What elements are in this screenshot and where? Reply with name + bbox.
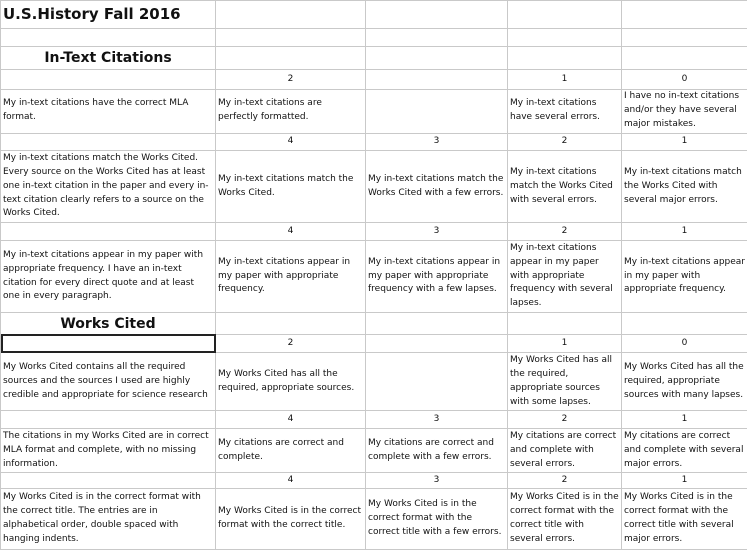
descriptor-cell[interactable]: My citations are correct and complete. <box>216 429 366 473</box>
section-title-in-text[interactable]: In-Text Citations <box>1 47 216 70</box>
cell-empty[interactable] <box>1 70 216 90</box>
score-header[interactable]: 3 <box>366 223 508 241</box>
descriptor-cell[interactable]: My in-text citations match the Works Cited with a few errors. <box>366 151 508 223</box>
descriptor-cell[interactable]: My Works Cited is in the correct format with the correct title with a few errors. <box>366 488 508 549</box>
cell-empty[interactable] <box>622 1 747 29</box>
score-header[interactable]: 2 <box>508 223 622 241</box>
cell-empty[interactable] <box>622 47 747 70</box>
descriptor-cell[interactable]: My in-text citations match the Works Cited with several errors. <box>508 151 622 223</box>
cell-empty[interactable] <box>508 28 622 47</box>
score-header[interactable]: 0 <box>622 334 747 353</box>
score-header[interactable]: 2 <box>216 334 366 353</box>
descriptor-cell[interactable]: My Works Cited has all the required, appropriate sources with some lapses. <box>508 353 622 411</box>
score-header[interactable]: 2 <box>508 473 622 488</box>
descriptor-cell[interactable]: My in-text citations match the Works Cited. <box>216 151 366 223</box>
descriptor-cell[interactable]: My in-text citations appear in my paper with appropriate frequency with a few lapses. <box>366 240 508 312</box>
score-header[interactable]: 3 <box>366 133 508 151</box>
descriptor-cell[interactable]: My Works Cited has all the required, appropriate sources. <box>216 353 366 411</box>
descriptor-cell[interactable]: My in-text citations match the Works Cited with several major errors. <box>622 151 747 223</box>
cell-empty[interactable] <box>1 133 216 151</box>
score-header[interactable]: 1 <box>622 133 747 151</box>
sheet-title[interactable]: U.S.History Fall 2016 <box>1 1 216 29</box>
cell-empty[interactable] <box>1 473 216 488</box>
descriptor-cell[interactable]: My in-text citations appear in my paper with appropriate frequency. <box>216 240 366 312</box>
cell-empty[interactable] <box>366 47 508 70</box>
criterion-cell[interactable]: My in-text citations match the Works Cited. Every source on the Works Cited has at least one in-text citation in the paper and every in-text citation clearly refers to a source on the Works Cited. <box>1 151 216 223</box>
cell-empty[interactable] <box>1 28 216 47</box>
score-header[interactable]: 3 <box>366 411 508 429</box>
descriptor-cell[interactable]: My Works Cited has all the required, appropriate sources with many lapses. <box>622 353 747 411</box>
descriptor-cell[interactable]: I have no in-text citations and/or they have several major mistakes. <box>622 89 747 133</box>
cell-empty[interactable] <box>1 223 216 241</box>
score-header[interactable]: 2 <box>216 70 366 90</box>
cell-empty[interactable] <box>216 47 366 70</box>
cell-empty[interactable] <box>216 28 366 47</box>
score-header[interactable]: 4 <box>216 411 366 429</box>
score-header[interactable]: 1 <box>622 473 747 488</box>
descriptor-cell[interactable]: My in-text citations are perfectly formatted. <box>216 89 366 133</box>
descriptor-cell[interactable]: My in-text citations appear in my paper with appropriate frequency. <box>622 240 747 312</box>
descriptor-cell[interactable]: My citations are correct and complete with a few errors. <box>366 429 508 473</box>
criterion-cell[interactable]: My in-text citations have the correct MLA format. <box>1 89 216 133</box>
cell-empty[interactable] <box>622 28 747 47</box>
cell-empty[interactable] <box>366 1 508 29</box>
criterion-cell[interactable]: The citations in my Works Cited are in correct MLA format and complete, with no missing information. <box>1 429 216 473</box>
score-header[interactable]: 4 <box>216 223 366 241</box>
score-header[interactable]: 1 <box>508 70 622 90</box>
cell-empty[interactable] <box>366 89 508 133</box>
cell-empty[interactable] <box>366 334 508 353</box>
score-header[interactable]: 4 <box>216 473 366 488</box>
descriptor-cell[interactable]: My Works Cited is in the correct format with the correct title. <box>216 488 366 549</box>
descriptor-cell[interactable]: My in-text citations appear in my paper with appropriate frequency with several lapses. <box>508 240 622 312</box>
score-header[interactable]: 1 <box>622 223 747 241</box>
score-header[interactable]: 1 <box>622 411 747 429</box>
cell-empty[interactable] <box>216 313 366 335</box>
cell-empty[interactable] <box>622 313 747 335</box>
cell-empty[interactable] <box>216 1 366 29</box>
criterion-cell[interactable]: My Works Cited is in the correct format with the correct title. The entries are in alphabetical order, double spaced with hanging indents. <box>1 488 216 549</box>
cell-empty[interactable] <box>366 313 508 335</box>
cell-empty[interactable] <box>508 47 622 70</box>
cell-empty[interactable] <box>366 70 508 90</box>
score-header[interactable]: 4 <box>216 133 366 151</box>
score-header[interactable]: 3 <box>366 473 508 488</box>
cell-empty[interactable] <box>1 411 216 429</box>
score-header[interactable]: 0 <box>622 70 747 90</box>
cell-empty[interactable] <box>366 28 508 47</box>
descriptor-cell[interactable]: My in-text citations have several errors. <box>508 89 622 133</box>
selected-cell[interactable] <box>1 334 216 353</box>
section-title-works-cited[interactable]: Works Cited <box>1 313 216 335</box>
criterion-cell[interactable]: My in-text citations appear in my paper with appropriate frequency. I have an in-text citation for every direct quote and at least one in every paragraph. <box>1 240 216 312</box>
score-header[interactable]: 2 <box>508 411 622 429</box>
score-header[interactable]: 1 <box>508 334 622 353</box>
cell-empty[interactable] <box>366 353 508 411</box>
descriptor-cell[interactable]: My citations are correct and complete with several major errors. <box>622 429 747 473</box>
cell-empty[interactable] <box>508 313 622 335</box>
descriptor-cell[interactable]: My Works Cited is in the correct format with the correct title with several errors. <box>508 488 622 549</box>
descriptor-cell[interactable]: My Works Cited is in the correct format with the correct title with several major errors. <box>622 488 747 549</box>
descriptor-cell[interactable]: My citations are correct and complete with several errors. <box>508 429 622 473</box>
score-header[interactable]: 2 <box>508 133 622 151</box>
cell-empty[interactable] <box>508 1 622 29</box>
criterion-cell[interactable]: My Works Cited contains all the required sources and the sources I used are highly credible and appropriate for science research <box>1 353 216 411</box>
